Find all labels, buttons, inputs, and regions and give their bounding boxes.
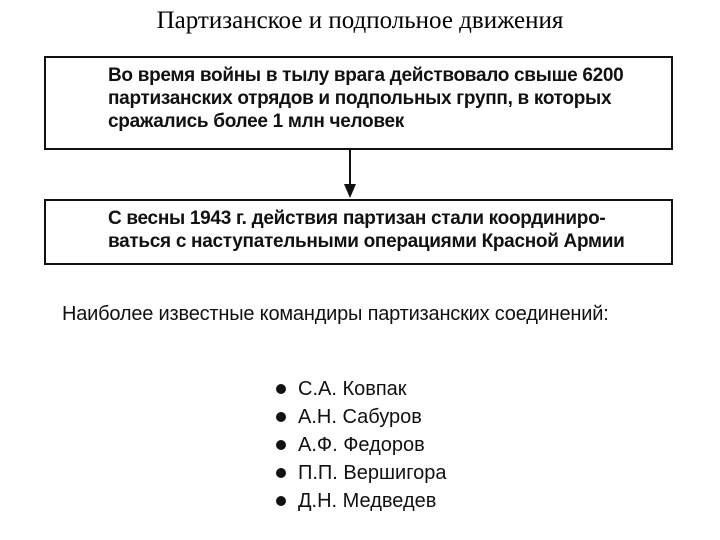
commander-name: А.Ф. Федоров (298, 434, 425, 456)
box-text-line: партизанских отрядов и подпольных групп, в которых (108, 88, 612, 109)
commander-name: С.А. Ковпак (298, 378, 407, 400)
commander-name: А.Н. Сабуров (298, 406, 422, 428)
partisan-forces-box (44, 56, 673, 150)
commander-list (276, 375, 446, 515)
list-item (276, 431, 446, 459)
box-text-line: Во время войны в тылу врага действовало свыше 6200 (108, 65, 624, 86)
commander-name: Д.Н. Медведев (298, 490, 437, 512)
bullet-icon (276, 412, 286, 422)
commanders-heading: Наиболее известные командиры партизанских соединений: (62, 303, 609, 325)
box-text-line: С весны 1943 г. действия партизан стали координиро- (108, 208, 606, 229)
bullet-icon (276, 496, 286, 506)
list-item (276, 403, 446, 431)
bullet-icon (276, 384, 286, 394)
down-arrow-icon (340, 150, 360, 199)
list-item (276, 459, 446, 487)
coordination-box (44, 199, 673, 265)
bullet-icon (276, 440, 286, 450)
list-item (276, 375, 446, 403)
commander-name: П.П. Вершигора (298, 462, 447, 484)
box-text-line: сражались более 1 млн человек (108, 111, 404, 132)
bullet-icon (276, 468, 286, 478)
list-item (276, 487, 446, 515)
page-title: Партизанское и подпольное движения (156, 7, 564, 34)
box-text-line: ваться с наступательными операциями Красной Армии (108, 231, 625, 252)
